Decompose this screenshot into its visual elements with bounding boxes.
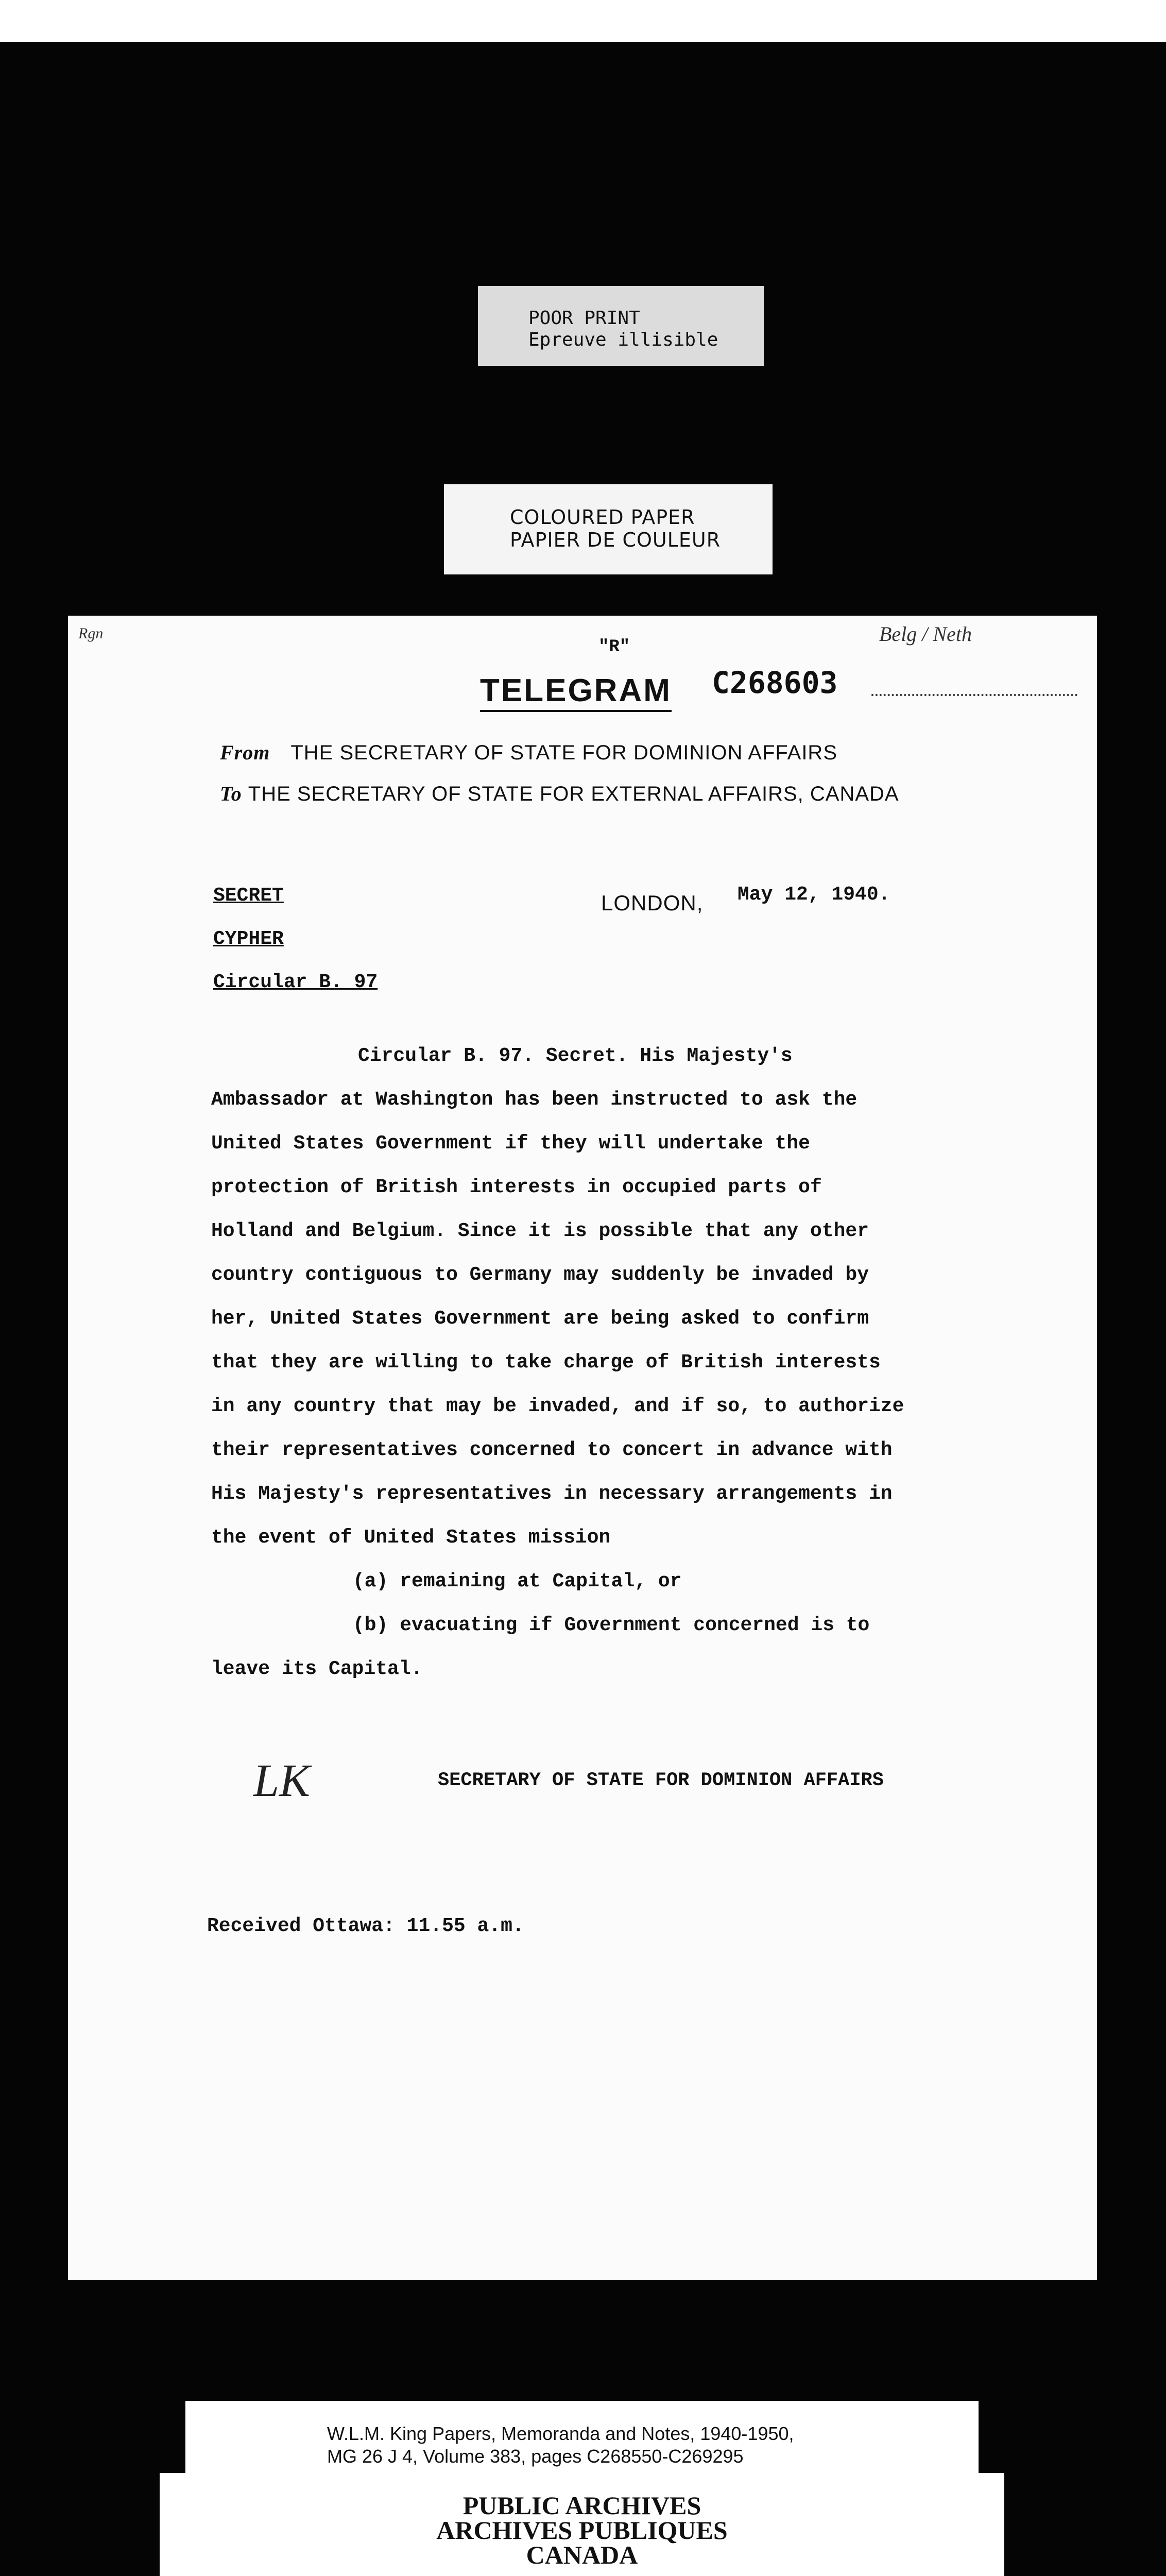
received-time: Received Ottawa: 11.55 a.m. — [207, 1915, 524, 1937]
from-line — [220, 740, 837, 765]
item-a: (a) remaining at Capital, or — [353, 1570, 682, 1592]
archives-name-fr: ARCHIVES PUBLIQUES — [436, 2516, 728, 2545]
body-line: Ambassador at Washington has been instructed to ask the — [211, 1089, 858, 1111]
poor-print-label-en: POOR PRINT — [528, 308, 640, 329]
signature-line: SECRETARY OF STATE FOR DOMINION AFFAIRS — [438, 1770, 884, 1791]
body-line: her, United States Government are being asked to confirm — [211, 1308, 869, 1330]
transmission-method: CYPHER — [213, 928, 284, 950]
coloured-paper-label-fr: PAPIER DE COULEUR — [510, 529, 721, 551]
body-line: His Majesty's representatives in necessary arrangements in — [211, 1483, 893, 1505]
from-text: THE SECRETARY OF STATE FOR DOMINION AFFAIRS — [290, 741, 837, 764]
date: May 12, 1940. — [738, 884, 890, 906]
telegram-title: TELEGRAM — [480, 672, 672, 712]
collection-reference — [327, 2422, 794, 2468]
place: LONDON, — [601, 891, 704, 915]
circular-reference: Circular B. 97 — [213, 971, 378, 993]
body-line: United States Government if they will undertake the — [211, 1132, 810, 1155]
body-line: in any country that may be invaded, and if so, to authorize — [211, 1395, 904, 1417]
body-line: that they are willing to take charge of British interests — [211, 1351, 881, 1374]
telegram-page — [68, 616, 1097, 2280]
to-text: THE SECRETARY OF STATE FOR EXTERNAL AFFAIRS, CANADA — [248, 783, 899, 805]
archives-country: CANADA — [526, 2540, 638, 2569]
body-line: Circular B. 97. Secret. His Majesty's — [358, 1045, 793, 1067]
body-line: protection of British interests in occupied parts of — [211, 1176, 822, 1198]
reference-line-1: W.L.M. King Papers, Memoranda and Notes, 1940-1950, — [327, 2423, 794, 2444]
body-line: Holland and Belgium. Since it is possible that any other — [211, 1220, 869, 1242]
classification: SECRET — [213, 885, 284, 907]
body-line: the event of United States mission — [211, 1527, 611, 1549]
to-label: To — [220, 782, 242, 805]
card-notch-right — [979, 2401, 1004, 2473]
item-b-continuation: leave its Capital. — [211, 1658, 423, 1680]
card-notch-left — [160, 2401, 185, 2473]
body-line: country contiguous to Germany may suddenly be invaded by — [211, 1264, 869, 1286]
dotted-rule — [871, 694, 1077, 696]
poor-print-label-fr: Epreuve illisible — [528, 329, 718, 350]
coloured-paper-card — [444, 484, 773, 574]
body-line: their representatives concerned to concert in advance with — [211, 1439, 893, 1461]
margin-annotation-right: Belg / Neth — [879, 622, 972, 646]
archives-footer-card — [160, 2401, 1004, 2576]
handwritten-initials: LK — [253, 1755, 311, 1806]
coloured-paper-label-en: COLOURED PAPER — [510, 506, 695, 529]
item-b: (b) evacuating if Government concerned is to — [353, 1614, 870, 1636]
to-line — [220, 782, 899, 806]
r-mark: "R" — [598, 637, 630, 657]
reference-line-2: MG 26 J 4, Volume 383, pages C268550-C269295 — [327, 2446, 744, 2467]
from-label: From — [220, 741, 270, 764]
poor-print-card — [478, 286, 764, 366]
control-number: C268603 — [712, 665, 838, 700]
message-body — [211, 1034, 1035, 1691]
archives-name-en: PUBLIC ARCHIVES — [462, 2491, 701, 2520]
margin-annotation-left: Rgn — [78, 625, 104, 642]
